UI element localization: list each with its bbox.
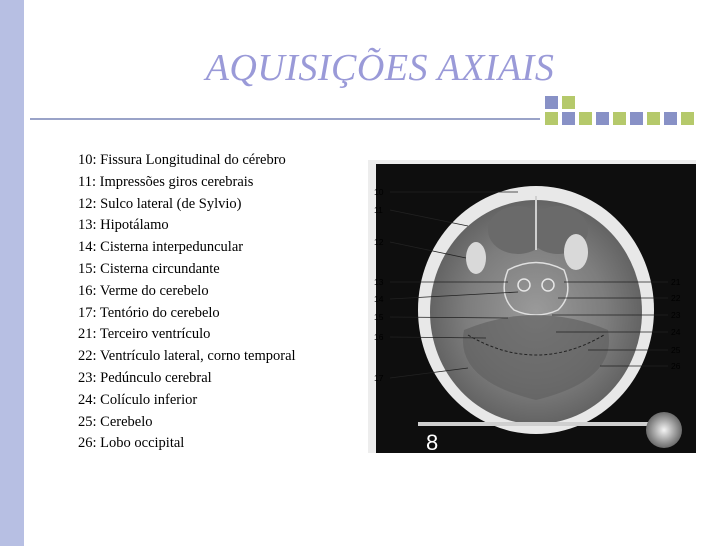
accent-square [579,112,592,125]
accent-square [596,112,609,125]
title-divider [30,118,540,120]
scan-corner-marker [646,412,682,448]
scan-label: 15 [374,312,384,322]
scan-label: 26 [671,361,681,371]
bone-density [564,234,588,270]
scan-label: 12 [374,237,384,247]
scan-label: 21 [671,277,681,287]
slide-title: AQUISIÇÕES AXIAIS [205,47,555,89]
legend-list [78,150,296,455]
legend-item: 12: Sulco lateral (de Sylvio) [78,195,242,212]
scan-label: 23 [671,310,681,320]
accent-square [630,112,643,125]
legend-item: 14: Cisterna interpeduncular [78,239,244,256]
scan-label: 17 [374,373,384,383]
bone-density [466,242,486,274]
legend-item: 11: Impressões giros cerebrais [78,173,254,190]
accent-square [562,112,575,125]
side-accent-bar [0,0,24,546]
scan-label: 11 [374,205,383,215]
legend-item: 10: Fissura Longitudinal do cérebro [78,152,286,168]
legend-item: 22: Ventrículo lateral, corno temporal [78,348,296,365]
legend-item: 13: Hipotálamo [78,217,169,234]
scan-label: 25 [671,345,681,355]
legend-item: 21: Terceiro ventrículo [78,326,211,343]
scan-label: 10 [374,187,384,197]
accent-square [647,112,660,125]
legend-item: 15: Cisterna circundante [78,260,220,277]
legend-item: 17: Tentório do cerebelo [78,304,220,321]
legend-item: 24: Colículo inferior [78,391,198,408]
legend-item: 16: Verme do cerebelo [78,282,209,299]
ct-scan-drawing [368,160,696,453]
accent-square [545,96,558,109]
accent-square [681,112,694,125]
ct-scan-image [368,160,696,453]
legend-item: 26: Lobo occipital [78,435,185,452]
scan-label: 14 [374,294,384,304]
accent-square [545,112,558,125]
accent-square [562,96,575,109]
legend-item: 23: Pedúnculo cerebral [78,369,212,386]
scan-label: 13 [374,277,384,287]
scan-base-line [418,422,658,426]
scan-frame-number: 8 [426,430,439,453]
accent-square [613,112,626,125]
legend-item: 25: Cerebelo [78,413,153,430]
accent-square [664,112,677,125]
scan-label: 16 [374,332,384,342]
scan-label: 22 [671,293,681,303]
scan-label: 24 [671,327,681,337]
